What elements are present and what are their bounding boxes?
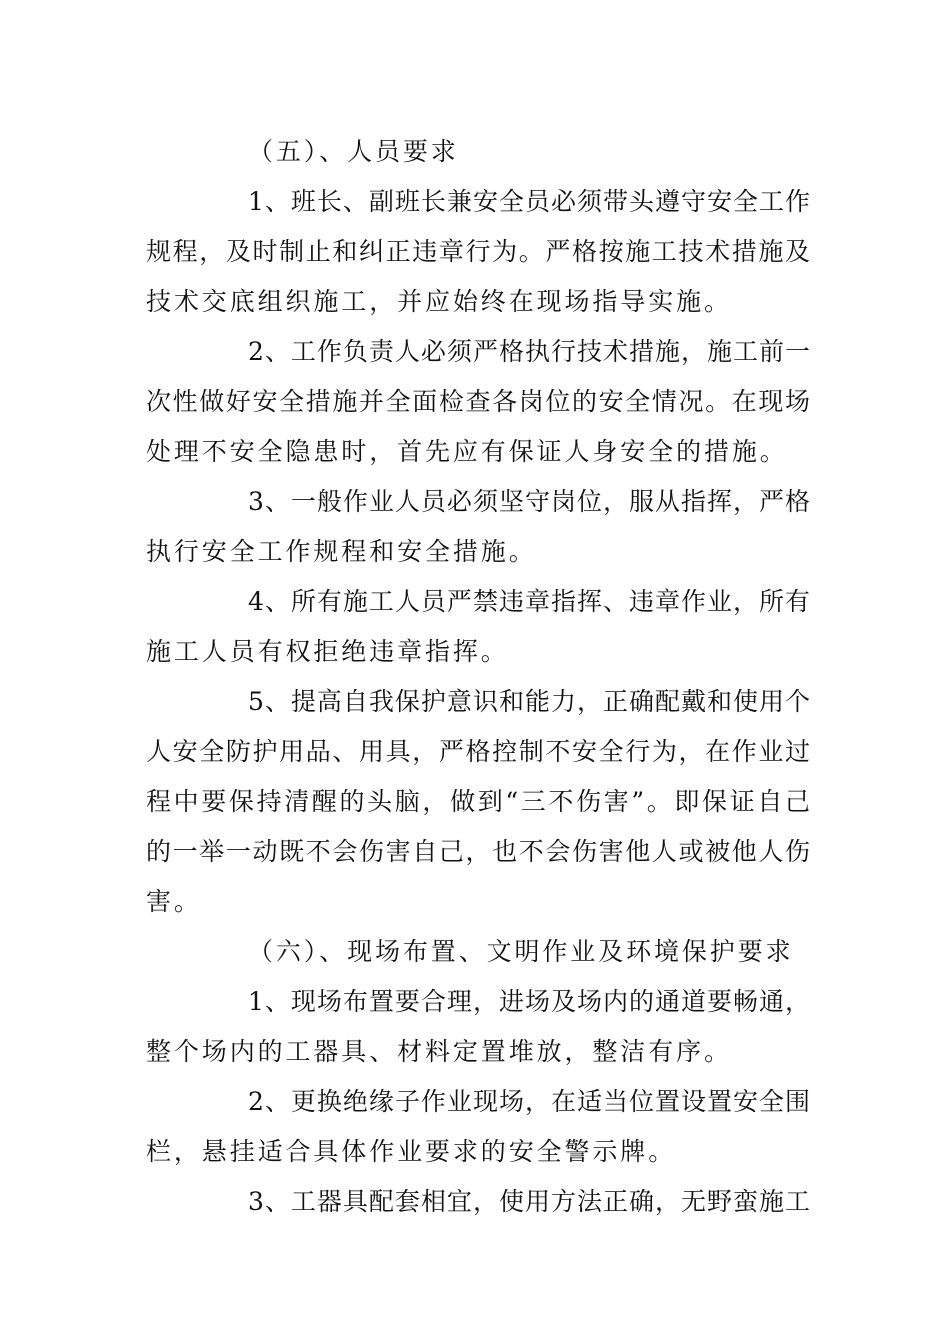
paragraph-line: 3、一般作业人员必须坚守岗位，服从指挥，严格 bbox=[248, 487, 810, 516]
paragraph-line: 栏，悬挂适合具体作业要求的安全警示牌。 bbox=[146, 1137, 677, 1166]
paragraph-line: 2、更换绝缘子作业现场，在适当位置设置安全围 bbox=[248, 1087, 810, 1116]
paragraph-line: 次性做好安全措施并全面检查各岗位的安全情况。在现场 bbox=[146, 387, 810, 416]
paragraph-line: 施工人员有权拒绝违章指挥。 bbox=[146, 637, 509, 666]
paragraph-line: 3、工器具配套相宜，使用方法正确，无野蛮施工 bbox=[248, 1187, 810, 1216]
paragraph-line: 人安全防护用品、用具，严格控制不安全行为，在作业过 bbox=[146, 737, 810, 766]
paragraph-line: 程中要保持清醒的头脑，做到“三不伤害”。即保证自己 bbox=[146, 787, 810, 816]
section-heading-5: （五）、人员要求 bbox=[248, 137, 459, 166]
paragraph-line: 技术交底组织施工，并应始终在现场指导实施。 bbox=[146, 287, 732, 316]
paragraph-line: 处理不安全隐患时，首先应有保证人身安全的措施。 bbox=[146, 437, 788, 466]
paragraph-line: 5、提高自我保护意识和能力，正确配戴和使用个 bbox=[248, 687, 810, 716]
paragraph-line: 规程，及时制止和纠正违章行为。严格按施工技术措施及 bbox=[146, 237, 810, 266]
paragraph-line: 2、工作负责人必须严格执行技术措施，施工前一 bbox=[248, 337, 810, 366]
paragraph-line: 执行安全工作规程和安全措施。 bbox=[146, 537, 537, 566]
paragraph-line: 的一举一动既不会伤害自己，也不会伤害他人或被他人伤 bbox=[146, 837, 810, 866]
paragraph-line: 整个场内的工器具、材料定置堆放，整洁有序。 bbox=[146, 1037, 732, 1066]
paragraph-line: 害。 bbox=[146, 887, 202, 916]
section-heading-6: （六）、现场布置、文明作业及环境保护要求 bbox=[248, 937, 794, 966]
paragraph-line: 1、班长、副班长兼安全员必须带头遵守安全工作 bbox=[248, 187, 810, 216]
paragraph-line: 4、所有施工人员严禁违章指挥、违章作业，所有 bbox=[248, 587, 810, 616]
paragraph-line: 1、现场布置要合理，进场及场内的通道要畅通， bbox=[248, 987, 810, 1016]
